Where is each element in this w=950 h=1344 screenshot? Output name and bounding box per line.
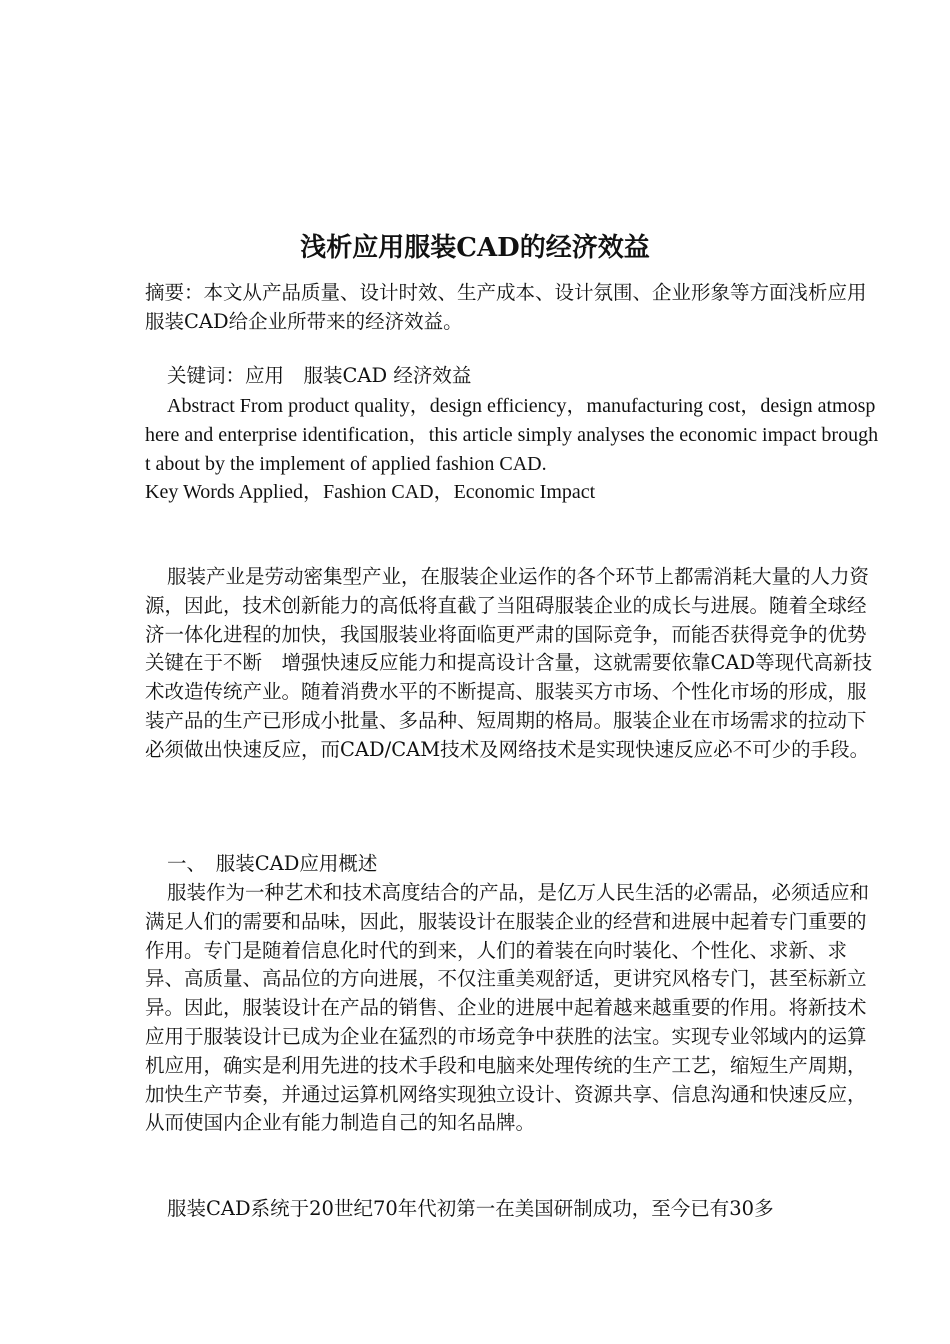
document-title: 浅析应用服装CAD的经济效益 [300, 233, 650, 263]
keywords-en: Key Words Applied，Fashion CAD，Economic Impact [145, 481, 596, 503]
paragraph-1: 服装产业是劳动密集型产业，在服装企业运作的各个环节上都需消耗大量的人力资源，因此，技术创新能力的高低将直截了当阻碍服装企业的成长与进展。随着全球经济一体化进程的加快，我国服装业将面临更严肃的国际竞争，而能否获得竞争的优势关键在于不断 增强快速反应能力和提高设计含量，这就需要依靠CAD等现代高新技术改造传统产业。随着消费水平的不断提高、服装买方市场、个性化市场的形成，服装产品的生产已形成小批量、多品种、短周期的格局。服装企业在市场需求的拉动下必须做出快速反应，而CAD/CAM技术及网络技术是实现快速反应必不可少的手段。 [145, 565, 873, 761]
section-heading-1: 一、 服装CAD应用概述 [167, 852, 378, 875]
abstract-cn: 摘要：本文从产品质量、设计时效、生产成本、设计氛围、企业形象等方面浅析应用服装CAD给企业所带来的经济效益。 [145, 281, 867, 333]
paragraph-3: 服装CAD系统于20世纪70年代初第一在美国研制成功，至今已有30多 [167, 1197, 774, 1220]
paragraph-2: 服装作为一种艺术和技术高度结合的产品，是亿万人民生活的必需品，必须适应和满足人们的需要和品味，因此，服装设计在服装企业的经营和进展中起着专门重要的作用。专门是随着信息化时代的到来，人们的着装在向时装化、个性化、求新、求异、高质量、高品位的方向进展，不仅注重美观舒适，更讲究风格专门，甚至标新立异。因此，服装设计在产品的销售、企业的进展中起着越来越重要的作用。将新技术应用于服装设计已成为企业在猛烈的市场竞争中获胜的法宝。实现专业邻域内的运算机应用，确实是利用先进的技术手段和电脑来处理传统的生产工艺，缩短生产周期，加快生产节奏，并通过运算机网络实现独立设计、资源共享、信息沟通和快速反应，从而使国内企业有能力制造自己的知名品牌。 [145, 881, 870, 1135]
keywords-cn: 关键词：应用 服装CAD 经济效益 [167, 364, 472, 387]
abstract-en: Abstract From product quality，design efficiency，manufacturing cost，design atmosphere and enterprise identification，this article simply analyses the economic impact brought about by the implement of applied fashion CAD. [145, 395, 879, 475]
